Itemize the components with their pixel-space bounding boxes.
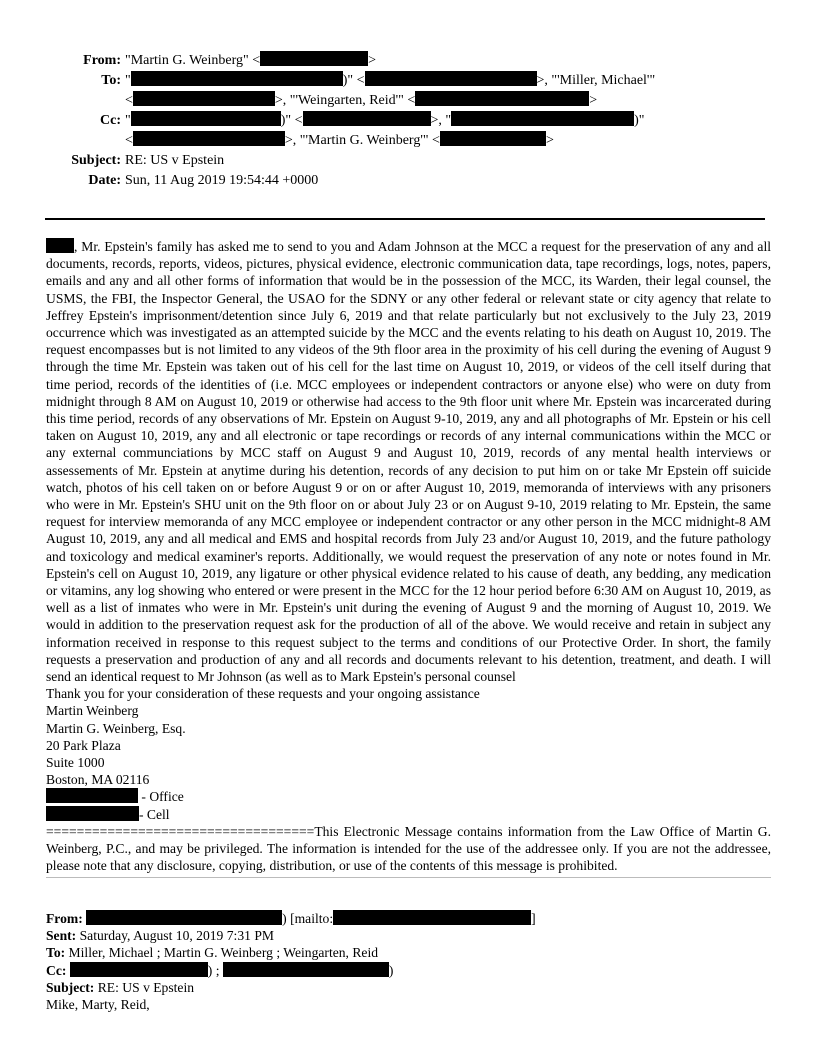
signature-line: Martin G. Weinberg, Esq.: [46, 720, 186, 736]
signature-line: Suite 1000: [46, 755, 105, 771]
forwarded-message-header: [46, 910, 536, 1013]
cc-label: Cc:: [100, 113, 121, 128]
fwd-greeting: Mike, Marty, Reid,: [46, 996, 150, 1012]
redaction-bar: [415, 91, 589, 106]
fwd-cc-row: Cc: ) ; ): [46, 962, 394, 978]
from-value-suffix: >: [368, 53, 377, 68]
redaction-bar: [131, 71, 343, 86]
fwd-sent-row: Sent: Saturday, August 10, 2019 7:31 PM: [46, 928, 274, 944]
redaction-bar: [70, 962, 208, 977]
fwd-from-row: From: ) [mailto: ]: [46, 911, 536, 926]
redaction-bar: [131, 111, 281, 126]
redaction-bar: [133, 131, 285, 146]
cell-phone-line: - Cell: [46, 806, 771, 823]
to-text: )" <: [342, 73, 365, 88]
cc-text: <: [125, 133, 133, 148]
redaction-bar: [451, 111, 634, 126]
cc-text: ": [125, 113, 131, 128]
fwd-to-row: To: Miller, Michael ; Martin G. Weinberg ; Weingarten, Reid: [46, 945, 379, 961]
redaction-bar: [223, 962, 389, 977]
cc-text: >, "'Martin G. Weinberg'" <: [284, 133, 440, 148]
fwd-from-label: From:: [46, 911, 83, 926]
signature-line: 20 Park Plaza: [46, 737, 121, 753]
cc-text: )": [634, 113, 645, 128]
fwd-to-label: To:: [46, 945, 66, 961]
office-phone-line: - Office: [46, 788, 771, 805]
body-paragraph: , Mr. Epstein's family has asked me to send to you and Adam Johnson at the MCC a request for the preservation of any and all documents, records, reports, videos, pictures, physical evidence, electronic communication data, tape recordings, logs, notes, papers, emails and any and all other forms of information that would be in the possession of the MCC, its Warden, their legal counsel, the USMS, the FBI, the Inspector General, the USAO for the SDNY or any other federal or relevant state or city agency that relate to Jeffrey Epstein's imprisonment/detention since July 6, 2019 and that relate particularly but not exclusively to the July 23, 2019 occurrence which was investigated as an attempted suicide by the MCC and the events relating to his death on August 10, 2019. The request encompasses but is not limited to any videos of the 9th floor area in the proximity of his cell during the evening of August 9 through the time Mr. Epstein was taken out of his cell for the last time on August 10, 2019, or videos of the cell itself during that time period, records of the identities of (i.e. MCC employees or independent contractors or anyone else) who were on duty from midnight through 8 AM on August 10, 2019 or otherwise had access to the 9th floor unit where Mr. Epstein was incarcerated during this time period, records of any observations of Mr. Epstein on August 9-10, 2019, any and all photographs of Mr. Epstein or his cell taken on August 10, 2019, any and all electronic or tape recordings or records of any internal communications within the MCC or any external communciations by MCC staff on August 9 and August 10, 2019, records of any mental health interviews or assessements of Mr. Epstein at anytime during his detention, records of any decision to put him on or take Mr Epstein off suicide watch, photos of his cell taken on or before August 9 or on or after August 10, 2019, memoranda of interviews with any prisoners who were in Mr. Epstein's SHU unit on the 9th floor on or about July 23 or on August 9-10, 2019 relating to Mr. Epstein, the same request for interview memoranda of any MCC employee or independent contractor or any other person in the MCC midnight-8 AM August 10, 2019, any and all medical and EMS and hospital records from July 23 and/or August 10, 2019, and the future pathology and toxicology and medical examiner's reports. Additionally, we would request the preservation of any note or notes found in Mr. Epstein's cell on August 10, 2019, any ligature or other physical evidence related to his cause of death, any bedding, any medication or vitamins, any log showing who entered or were present in the MCC for the 12 hour period before 6:30 AM on August 10, 2019, as well as a list of inmates who were in Mr. Epstein's unit during the evening of August 9 and the morning of August 10, 2019. We would in addition to the preservation request ask for the production of all of the above. We would receive and retain in subject any information received in response to this request subject to the terms and conditions of our Protective Order. In short, the family requests a preservation and production of any and all records and documents relevant to his detention, treatment, and death. I will send an identical request to Mr Johnson (as well as to Mark Epstein's personal counsel: [46, 239, 771, 685]
disclaimer: ===================================This Electronic Message contains information from the Law Office of Martin G. Weinberg, P.C., and may be privileged. The information is intended for the use of the addressee only. If you are not the addressee, please note that any disclosure, copying, distribution, or use of the contents of this message is prohibited.: [46, 823, 771, 879]
redaction-bar: [133, 91, 275, 106]
redaction-bar: [46, 806, 139, 821]
redaction-bar: [46, 238, 74, 253]
cc-text: >, ": [430, 113, 452, 128]
to-label: To:: [101, 73, 121, 88]
fwd-cc-label: Cc:: [46, 962, 67, 978]
to-text: >, "'Miller, Michael'": [536, 73, 656, 88]
fwd-subject-label: Subject:: [46, 979, 95, 995]
header-divider: [45, 218, 765, 220]
date-value: Sun, 11 Aug 2019 19:54:44 +0000: [125, 173, 319, 188]
redaction-bar: [46, 788, 138, 803]
to-text: >, "'Weingarten, Reid'" <: [274, 93, 416, 108]
signature-line: Martin Weinberg: [46, 703, 139, 719]
cc-text: >: [545, 133, 554, 148]
from-label: From:: [83, 53, 121, 68]
date-label: Date:: [88, 173, 121, 188]
cc-text: )" <: [280, 113, 303, 128]
signature-block: [46, 702, 771, 822]
to-text: >: [589, 93, 598, 108]
fwd-sent-label: Sent:: [46, 928, 77, 944]
to-text: ": [125, 73, 131, 88]
subject-value: RE: US v Epstein: [125, 153, 225, 168]
redaction-bar: [260, 51, 368, 66]
thanks-line: Thank you for your consideration of these requests and your ongoing assistance: [46, 686, 480, 702]
redaction-bar: [303, 111, 431, 126]
subject-label: Subject:: [71, 153, 121, 168]
signature-line: Boston, MA 02116: [46, 772, 150, 788]
redaction-bar: [86, 910, 282, 925]
fwd-subject-row: Subject: RE: US v Epstein: [46, 979, 195, 995]
redaction-bar: [333, 910, 531, 925]
redaction-bar: [365, 71, 537, 86]
to-text: <: [125, 93, 133, 108]
redaction-bar: [440, 131, 546, 146]
email-body: [46, 238, 771, 878]
from-value-prefix: "Martin G. Weinberg" <: [125, 53, 261, 68]
